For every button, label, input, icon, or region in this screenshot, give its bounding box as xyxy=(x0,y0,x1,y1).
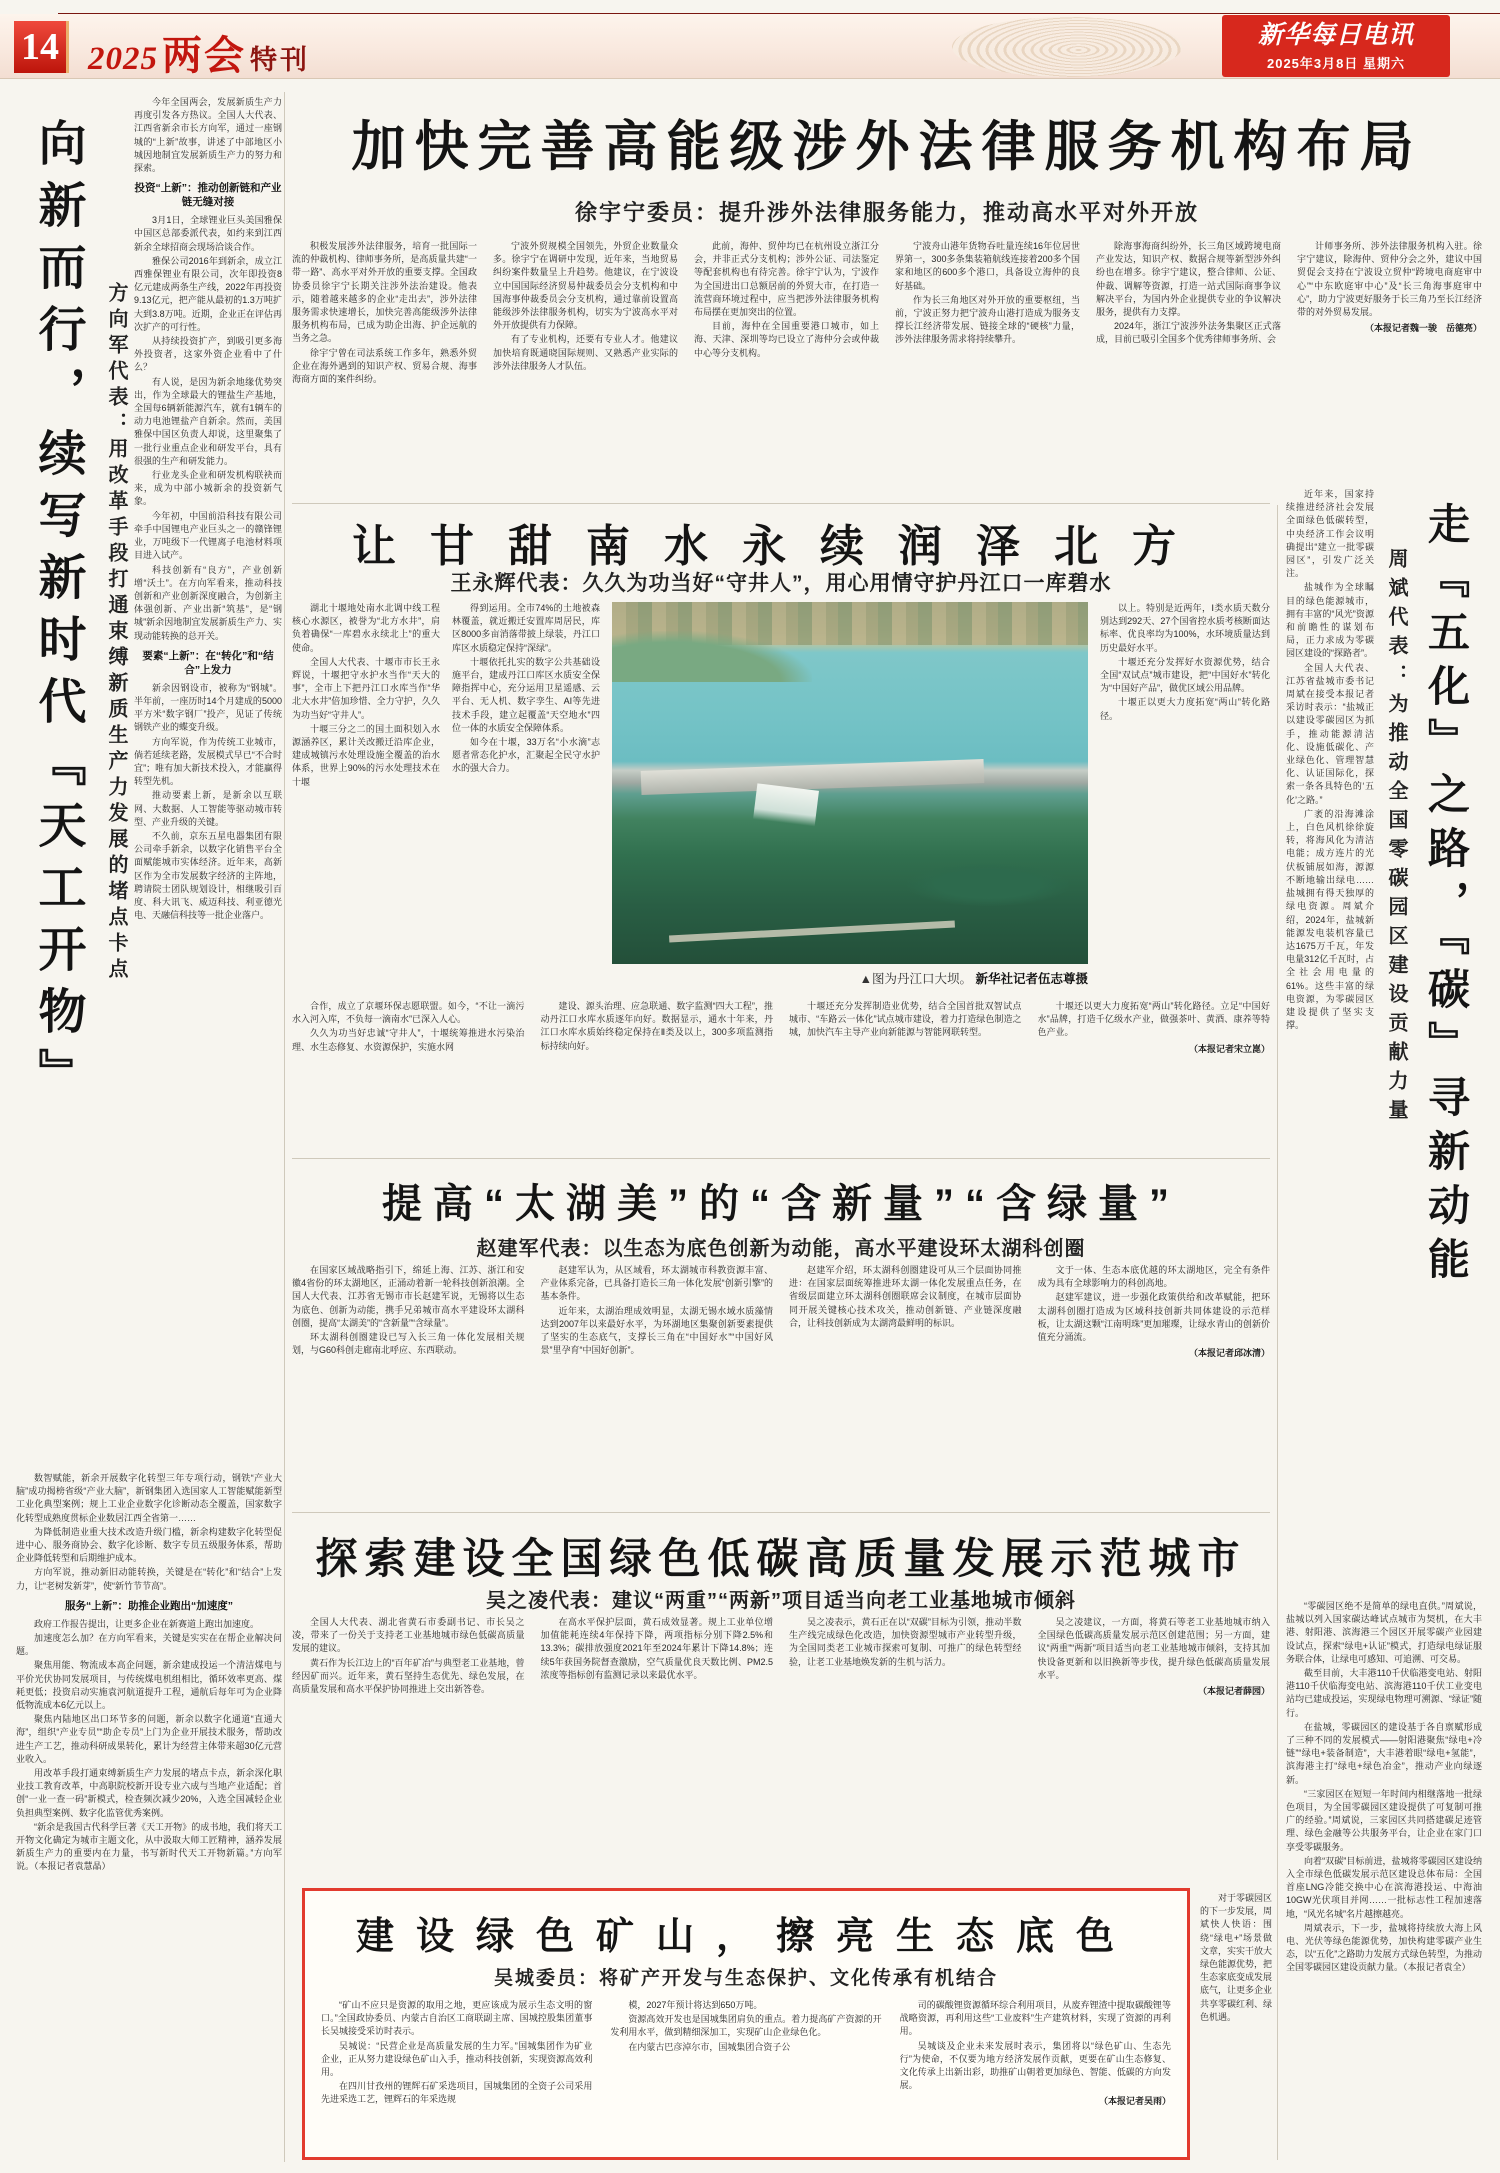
water-column-3 xyxy=(1100,602,1270,990)
paragraph: 近年来，国家持续推进经济社会发展全面绿色低碳转型，中央经济工作会议明确提出“建立一批零碳园区”，引发广泛关注。 xyxy=(1286,489,1374,579)
xiangxin-top-column xyxy=(134,96,282,1464)
photo-dam-structure xyxy=(640,759,983,794)
paragraph: 文于一体、生态本底优越的环太湖地区，完全有条件成为具有全球影响力的科创高地。 xyxy=(1037,1265,1270,1289)
paragraph: 方向军说，推动新旧动能转换，关键是在“转化”和“结合”上发力，让“老树发新芽”，使“新竹节节高”。 xyxy=(16,1567,282,1591)
paragraph: 十堰还充分发挥好水资源优势，结合全国“双试点”城市建设，把“中国好水”转化为“中国好产品”，做优区域公用品牌。 xyxy=(1100,656,1270,694)
text-column xyxy=(321,1999,592,2147)
header-swirl-icon xyxy=(952,17,1182,77)
paragraph: 作为长三角地区对外开放的重要枢纽，当前，宁波正努力把宁波舟山港打造成为服务支撑长江经济带发展、链接全球的“硬核”力量，涉外法律服务需求将持续攀升。 xyxy=(895,294,1080,345)
water-subtitle: 王永辉代表：久久为功当好“守井人”，用心用情守护丹江口一库碧水 xyxy=(450,572,1112,595)
paragraph: 有人说，是因为新余地缘优势突出，作为全球最大的锂盐生产基地，全国每6辆新能源汽车，就有1辆车的动力电池锂盐产自新余。然而，美国雅保中国区负责人却说，这里聚集了一批行业重点企业和研发平台，具有很强的生产和研发能力。 xyxy=(134,376,282,466)
water-column-2 xyxy=(452,602,600,990)
text-column xyxy=(493,240,678,494)
text-column xyxy=(1297,240,1482,494)
divider-right-rail xyxy=(1277,505,1278,2160)
sub-headline: 投资“上新”：推动创新链和产业链无缝对接 xyxy=(134,182,282,209)
paragraph: 雅保公司2016年到新余，成立江西雅保锂业有限公司，次年即投资8亿元建成两条生产线，2022年再投资9.13亿元，把产能从最初的1.3万吨扩大到3.8万吨。近期，企业正在评估再次扩产的可行性。 xyxy=(134,255,282,332)
paragraph: 周斌表示，下一步，盐城将持续放大海上风电、光伏等绿色能源优势，加快构建零碳产业生态，以“五化”之路助力发展方式绿色转型，为推动全国零碳园区建设贡献力量。（本报记者袁全） xyxy=(1286,1922,1482,1973)
masthead-date-text: 2025年3月8日 xyxy=(1266,56,1359,71)
paragraph: 吴城说：“民营企业是高质量发展的生力军。”国城集团作为矿业企业，正从努力建设绿色矿山入手，推动科技创新，实现资源高效利用。 xyxy=(321,2040,593,2078)
city-headline: 探索建设全国绿色低碳高质量发展示范城市 xyxy=(315,1535,1247,1582)
sub-headline: 服务“上新”：助推企业跑出“加速度” xyxy=(65,1599,233,1612)
text-column xyxy=(694,240,879,494)
paragraph: “零碳园区绝不是简单的绿电直供。”周斌说，盐城以列入国家碳达峰试点城市为契机，在大丰港、射阳港、滨海港三个园区开展零碳产业园建设试点，探索“绿电+认证”模式，打造绿电绿证服务联合体，让绿电可感知、可追溯、可交易。 xyxy=(1286,1601,1482,1664)
paragraph: 目前，海仲在全国重要港口城市，如上海、天津、深圳等均已设立了海仲分会或仲裁中心等分支机构。 xyxy=(694,321,879,358)
wuhua-rail-column xyxy=(1286,488,1374,1586)
paragraph: 赵建军建议，进一步强化政策供给和改革赋能，把环太湖科创圈打造成为区域科技创新共同体建设的示范样板，让太湖这颗“江南明珠”更加璀璨，让绿水青山的创新价值充分涌流。 xyxy=(1037,1292,1270,1343)
paragraph: 宁波外贸规模全国领先，外贸企业数量众多。徐宇宁在调研中发现，近年来，当地贸易纠纷案件数量呈上升趋势。他建议，在宁波设立中国国际经济贸易仲裁委员会分支机构和中国海事仲裁委员会分支机构，通过靠前设置高能级涉外法律服务机构，切实为宁波高水平对外开放提供有力保障。 xyxy=(493,241,678,331)
text-column xyxy=(789,1264,1022,1504)
article-mine xyxy=(302,1888,1190,2160)
paragraph: 广袤的沿海滩涂上，白色风机徐徐旋转，将海风化为清洁电能；成方连片的光伏板铺展如海，源源不断地输出绿电……盐城拥有得天独厚的绿电资源。周斌介绍，2024年，盐城新能源发电装机容量已达1675万千瓦，年发电量312亿千瓦时，占全社会用电量的61%。这些丰富的绿电资源，为零碳园区建设提供了坚实支撑。 xyxy=(1286,808,1374,1031)
xiangxin-vertical-headline: 向新而行，续写新时代『天工开物』 xyxy=(31,118,84,1110)
text-column xyxy=(900,1999,1171,2147)
text-column xyxy=(292,1616,525,1872)
paragraph: 推动要素上新，是新余以互联网、大数据、人工智能等驱动城市转型、产业升级的关键。 xyxy=(134,790,282,827)
paragraph: 行业龙头企业和研发机构联袂而来，成为中部小城新余的投资新气象。 xyxy=(134,470,282,507)
edition-year: 2025 xyxy=(88,41,158,77)
paragraph: 截至目前，大丰港110千伏临港变电站、射阳港110千伏临海变电站、滨海港110千伏工业变电站均已建成投运，实现绿电物理可溯源、“绿证”随行。 xyxy=(1286,1668,1482,1718)
paragraph: 宁波舟山港年货物吞吐量连续16年位居世界第一，300多条集装箱航线连接着200多个国家和地区的600多个港口，具备设立海仲的良好基础。 xyxy=(895,241,1080,291)
text-column xyxy=(541,1264,774,1504)
paragraph: 如今在十堰，33万名“小水滴”志愿者常态化护水，汇聚起全民守水护水的强大合力。 xyxy=(452,737,600,774)
paragraph: 得到运用。全市74%的土地被森林覆盖，就近搬迁安置库周居民，库区8000多亩消落带披上绿装，丹江口库区水质稳定保持“深绿”。 xyxy=(452,603,600,653)
paragraph: 十堰还以更大力度拓宽“两山”转化路径。立足“中国好水”品牌，打造千亿级水产业，做强茶叶、黄酒、康养等特色产业。 xyxy=(1037,1001,1270,1038)
photo-hill-area xyxy=(612,631,812,682)
paragraph: 方向军说，作为传统工业城市，倘若延续老路，发展模式早已“不合时宜”；唯有加大新技术投入，才能赢得转型先机。 xyxy=(134,736,282,787)
paragraph: 资源高效开发也是国城集团肩负的重点。着力提高矿产资源的开发利用水平，做到精细深加工，实现矿山企业绿色化。 xyxy=(610,2014,882,2038)
paragraph: 吴之凌建议，一方面，将黄石等老工业基地城市纳入全国绿色低碳高质量发展示范区创建范围；另一方面，建议“两重”“两新”项目适当向老工业基地城市倾斜，支持其加快设备更新和以旧换新等步伐，提升绿色低碳高质量发展水平。 xyxy=(1037,1617,1270,1680)
paragraph: 政府工作报告提出，让更多企业在新赛道上跑出加速度。 xyxy=(34,1618,260,1629)
paragraph: 对于零碳园区的下一步发展，周斌快人快语：围绕“绿电+”场景做文章，实实干放大绿色能源优势，把生态家底变成发展底气，让更多企业共享零碳红利、绿色机遇。 xyxy=(1200,1893,1272,2022)
paragraph: 十堰三分之二的国土面积划入水源涵养区，累计关改搬迁沿库企业，建成城镇污水处理设施全覆盖的治水体系，世界上90%的污水处理技术在十堰 xyxy=(292,723,440,787)
paragraph: 向着“双碳”目标前进，盐城将零碳园区建设纳入全市绿色低碳发展示范区建设总体布局：全国首座LNG冷能交换中心在滨海港投运、中海油10GW光伏项目并网……一批标志性工程加速落地，“风光名城”名片越擦越亮。 xyxy=(1286,1855,1482,1919)
paragraph: 十堰还充分发挥制造业优势，结合全国首批双智试点城市、“车路云一体化”试点城市建设，着力打造绿色制造之城，加快汽车主导产业向新能源与智能网联转型。 xyxy=(789,1001,1022,1038)
text-column xyxy=(292,1264,525,1504)
paragraph: 在内蒙古巴彦淖尔市，国城集团合资子公 xyxy=(628,2041,791,2052)
divider-taihu-city xyxy=(292,1512,1270,1513)
paragraph: 近年来，太湖治理成效明显，太湖无锡水域水质藻情达到2007年以来最好水平，为环湖地区集聚创新要素提供了坚实的生态底气，支撑长三角在“中国好水”“中国好风景”里孕育“中国好创新”。 xyxy=(540,1305,773,1356)
edition-suffix: 特刊 xyxy=(250,45,310,75)
xiangxin-bottom-block xyxy=(16,1472,282,2160)
paragraph: 今年全国两会，发展新质生产力再度引发各方热议。全国人大代表、江西省新余市长方向军，通过一座钢城的“上新”故事，讲述了中部地区小城因地制宜发展新质生产力的努力和探索。 xyxy=(134,97,282,174)
water-headline: 让甘甜南水永续润泽北方 xyxy=(352,522,1210,571)
text-column xyxy=(610,1999,881,2147)
paragraph: “三家园区在短短一年时间内相继落地一批绿色项目，为全国零碳园区建设提供了可复制可推广的经验。”周斌说，三家园区共同搭建碳足迹管理、绿色金融等公共服务平台，让企业在家门口享受零碳服务。 xyxy=(1286,1788,1482,1852)
masthead-box xyxy=(1222,15,1450,77)
paragraph: 环太湖科创圈建设已写入长三角一体化发展相关规划，与G60科创走廊南北呼应、东西联动。 xyxy=(292,1332,525,1356)
paragraph: 十堰依托扎实的数字公共基础设施平台，建成丹江口库区水质安全保障指挥中心，充分运用卫星遥感、云平台、无人机、数字孪生、AI等先进技术手段，建立起覆盖“天空地水”四位一体的水质安全保障体系。 xyxy=(452,656,600,733)
paragraph: 吴城谈及企业未来发展时表示，集团将以“绿色矿山、生态先行”为使命，不仅要为地方经济发展作贡献，更要在矿山生态修复、文化传承上出新出彩，助推矿山朝着更加绿色、智能、低碳的方向发展。 xyxy=(899,2040,1171,2091)
wuhua-vertical-headline: 走『五化』之路，『碳』寻新动能 xyxy=(1422,502,1468,1291)
water-column-1 xyxy=(292,602,440,990)
paragraph: 3月1日，全球锂业巨头美国雅保中国区总部委派代表，如约来到江西新余全球招商会现场洽谈合作。 xyxy=(134,215,282,252)
paragraph: 用改革手段打通束缚新质生产力发展的堵点卡点，新余深化职业技工教育改革，中高职院校新开设专业六成与当地产业适配；首创“一业一查一码”新模式，检查频次减少20%，入选全国减轻企业负担典型案例、数字化监管优秀案例。 xyxy=(16,1768,282,1818)
paragraph: 积极发展涉外法律服务，培育一批国际一流的仲裁机构、律师事务所，是高质量共建“一带一路”、高水平对外开放的重要支撑。全国政协委员徐宇宁长期关注涉外法治建设。他表示，随着越来越多的企业“走出去”，涉外法律服务需求快速增长，加快完善高能级涉外法律服务机构布局，已成为助企出海、护企远航的当务之急。 xyxy=(292,241,477,344)
xiangxin-vertical-subtitle: 方向军代表：用改革手段打通束缚新质生产力发展的堵点卡点 xyxy=(105,282,127,984)
divider-water-taihu xyxy=(292,1158,1270,1159)
text-column xyxy=(789,1000,1022,1150)
text-column xyxy=(1038,1616,1271,1872)
paragraph: 在国家区域战略指引下，绵延上海、江苏、浙江和安徽4省份的环太湖地区，正涌动着新一轮科技创新浪潮。全国人大代表、江苏省无锡市市长赵建军说，无锡将以生态为底色、创新为动能，携手兄弟城市高水平建设环太湖科创圈，提高“太湖美”的“含新量”“含绿量”。 xyxy=(292,1265,525,1328)
divider-left-column xyxy=(284,92,285,2162)
taihu-subtitle: 赵建军代表：以生态为底色创新为动能，高水平建设环太湖科创圈 xyxy=(476,1238,1086,1260)
paragraph: 全国人大代表、湖北省黄石市委副书记、市长吴之凌，带来了一份关于支持老工业基地城市绿色低碳高质量发展的建议。 xyxy=(292,1617,525,1654)
paragraph: 从持续投资扩产，到吸引更多海外投资者，这家外资企业看中了什么？ xyxy=(134,336,282,373)
danjiangkou-dam-photo xyxy=(612,602,1088,964)
text-column xyxy=(1096,240,1281,494)
city-subtitle: 吴之凌代表：建议“两重”“两新”项目适当向老工业基地城市倾斜 xyxy=(486,1590,1076,1612)
paragraph: 合作，成立了京堰环保志愿联盟。如今，“不让一滴污水入河入库，不负每一滴南水”已深入人心。 xyxy=(292,1001,525,1025)
paragraph: 全国人大代表、江苏省盐城市委书记周斌在接受本报记者采访时表示：“盐城正以建设零碳园区为抓手，推动能源清洁化、设施低碳化、产业绿色化、管理智慧化、认证国际化，探索一条各具特色的‘五化’之路。” xyxy=(1286,662,1374,805)
mine-body xyxy=(321,1999,1171,2147)
photo-credit: 新华社记者伍志尊摄 xyxy=(975,972,1088,986)
paragraph: 徐宇宁曾在司法系统工作多年，熟悉外贸企业在海外遇到的知识产权、贸易合规、海事海商方面的案件纠纷。 xyxy=(292,347,477,385)
taihu-headline: 提高“太湖美”的“含新量”“含绿量” xyxy=(382,1182,1180,1226)
text-column xyxy=(292,240,477,494)
wuhua-vertical-subtitle: 周斌代表：为推动全国零碳园区建设贡献力量 xyxy=(1385,548,1407,1128)
paragraph: 有了专业机构，还要有专业人才。他建议加快培育既通晓国际规则、又熟悉产业实际的涉外法律服务人才队伍。 xyxy=(493,334,678,371)
text-column xyxy=(1038,1264,1271,1504)
paragraph: 聚焦内陆地区出口环节多的问题，新余以数字化通道“直通大海”，组织“产业专员”“助企专员”上门为企业开展技术服务，帮助改进生产工艺，推动科研成果转化，累计为经营主体带来超30亿元营业收入。 xyxy=(16,1714,282,1764)
water-row2 xyxy=(292,1000,1270,1150)
text-column xyxy=(541,1000,774,1150)
byline: （本报记者邱冰清） xyxy=(1188,1348,1270,1359)
paragraph: 聚焦用能、物流成本高企问题，新余建成投运一个清洁煤电与平价光伏协同发展项目，与传统煤电机组相比，循环效率更高、煤耗更低；投资启动实施袁河航道提升工程，通航后每年可为企业降低物流成本6亿元以上。 xyxy=(16,1660,282,1711)
paragraph: 十堰正以更大力度拓宽“两山”转化路径。 xyxy=(1100,697,1270,721)
divider-legal-water xyxy=(292,503,1270,504)
text-column xyxy=(292,1000,525,1150)
text-column xyxy=(895,240,1080,494)
paragraph: 久久为功当好忠诚“守井人”，十堰统筹推进水污染治理、水生态修复、水资源保护，实施水网 xyxy=(292,1028,525,1052)
paragraph: 模，2027年预计将达到650万吨。 xyxy=(628,2000,763,2010)
legal-body xyxy=(292,240,1482,494)
paragraph: 全国人大代表、十堰市市长王永辉说，十堰把守水护水当作“天大的事”，全市上下把丹江口水库当作“华北大水井”倍加珍惜、全力守护，久久为功当好“守井人”。 xyxy=(292,656,440,720)
paragraph: 以上。特别是近两年，Ⅰ类水质天数分别达到292天、27个国省控水质考核断面达标率、优良率均为100%，水环境质量达到历史最好水平。 xyxy=(1100,603,1270,653)
mine-headline: 建设绿色矿山，擦亮生态底色 xyxy=(355,1916,1136,1958)
masthead-logo: 新华每日电讯 xyxy=(1257,22,1414,49)
photo-road xyxy=(669,920,955,942)
paragraph: 在高水平保护层面，黄石成效显著。规上工业单位增加值能耗连续4年保持下降，两项指标分别下降2.5%和13.3%；碳排放强度2021年至2024年累计下降14.8%；连续5年获国务院督查激励，空气质量优良天数比例、PM2.5浓度等指标创有监测记录以来最优水平。 xyxy=(540,1617,773,1680)
paragraph: 赵建军认为，从区域看，环太湖城市科教资源丰富、产业体系完备，已具备打造长三角一体化发展“创新引擎”的基本条件。 xyxy=(540,1265,773,1302)
paragraph: 黄石作为长江边上的“百年矿冶”与典型老工业基地，曾经因矿而兴。近年来，黄石坚持生态优先、绿色发展，在高质量发展和高水平保护协同推进上交出新答卷。 xyxy=(292,1657,525,1695)
page-number-badge xyxy=(14,21,69,73)
legal-subtitle: 徐宇宁委员：提升涉外法律服务能力，推动高水平对外开放 xyxy=(574,200,1199,225)
paragraph: 加速度怎么加？在方向军看来，关键是实实在在帮企业解决问题。 xyxy=(16,1633,282,1657)
photo-spillway xyxy=(753,783,819,826)
paragraph: 此前，海仲、贸仲均已在杭州设立浙江分会，并非正式分支机构；涉外公证、司法鉴定等配套机构也有待完善。徐宇宁认为，宁波作为全国进出口总额居前的外贸大市，在打造一流营商环境过程中，应当把涉外法律服务机构布局摆在更加突出的位置。 xyxy=(694,241,879,318)
paragraph: 在盐城，零碳园区的建设基于各自禀赋形成了三种不同的发展模式——射阳港聚焦“绿电+冷链”“绿电+装备制造”，大丰港着眼“绿电+氢能”，滨海港主打“绿电+绿色冶金”，推动产业向绿逐新。 xyxy=(1286,1721,1482,1785)
byline: （本报记者吴雨） xyxy=(1098,2096,1171,2107)
paragraph: 除海事海商纠纷外，长三角区域跨境电商产业发达，知识产权、数据合规等新型涉外纠纷也在增多。徐宇宁建议，整合律师、公证、仲裁、调解等资源，打造一站式国际商事争议解决平台，为国内外企业提供专业的争议解决服务，提供有力支撑。 xyxy=(1096,241,1281,318)
paragraph: “矿山不应只是资源的取用之地，更应该成为展示生态文明的窗口。”全国政协委员、内蒙古自治区工商联副主席、国城控股集团董事长吴城接受采访时表示。 xyxy=(321,2000,593,2037)
paragraph: 2024年，浙江宁波涉外法务集聚区正式落成，目前已吸引全国多个优秀律师事务所、会 xyxy=(1096,321,1281,345)
page-number: 14 xyxy=(21,26,59,68)
byline: （本报记者魏一骏 岳德亮） xyxy=(1364,323,1482,334)
text-column xyxy=(1038,1000,1271,1150)
paragraph: 吴之凌表示，黄石正在以“双碳”目标为引领，推动半数生产线完成绿色化改造，加快资源型城市产业转型升级，为全国同类老工业城市探索可复制、可推广的绿色转型经验，让老工业基地焕发新的生机与活力。 xyxy=(789,1617,1022,1667)
paragraph: 计师事务所、涉外法律服务机构入驻。徐宇宁建议，除海仲、贸仲分会之外，建议中国贸促会支持在宁波设立贸仲“跨境电商庭审中心”“中东欧庭审中心”及“长三角海事庭审中心”，助力宁波更好服务于长三角乃至长江经济带的对外贸易发展。 xyxy=(1297,241,1482,318)
text-column xyxy=(789,1616,1022,1872)
sub-headline: 要素“上新”：在“转化”和“结合”上发力 xyxy=(142,649,274,676)
photo-caption xyxy=(612,969,1088,987)
masthead-date xyxy=(1222,53,1450,72)
paragraph: 在四川甘孜州的锂辉石矿采选项目，国城集团的全资子公司采用先进采选工艺，锂辉石的年采选规 xyxy=(321,2081,593,2105)
taihu-body xyxy=(292,1264,1270,1504)
byline: （本报记者薛园） xyxy=(1197,1686,1270,1697)
paragraph: 司的碳酸锂资源循环综合利用项目，从废弃锂渣中提取碳酸锂等战略资源，再利用这些“工业废料”生产建筑材料，实现了资源的再利用。 xyxy=(899,2000,1171,2037)
byline: （本报记者宋立崑） xyxy=(1188,1043,1270,1054)
paragraph: 赵建军介绍，环太湖科创圈建设可从三个层面协同推进：在国家层面统筹推进环太湖一体化发展重点任务，在省级层面建立环太湖科创圈联席会议制度，在城市层面协同开展关键核心技术攻关，推动创新链、产业链深度融合，让科技创新成为太湖湾最鲜明的标识。 xyxy=(789,1265,1022,1328)
legal-headline: 加快完善高能级涉外法律服务机构布局 xyxy=(351,117,1423,177)
paragraph: 湖北十堰地处南水北调中线工程核心水源区，被誉为“北方水井”，肩负着确保“一库碧水永续北上”的重大使命。 xyxy=(292,603,440,653)
paragraph: 不久前，京东五星电器集团有限公司牵手新余，以数字化销售平台全面赋能城市实体经济。近年来，高新区作为全市发展数字经济的主阵地，聘请院士团队规划设计，相继吸引百度、科大讯飞、威迈科技、利亚德光电、天融信科技等一批企业落户。 xyxy=(134,830,282,921)
paragraph: 建设、源头治理、应急联通、数字监测“四大工程”，推动丹江口水库水质逐年向好。数据显示，通水十年来，丹江口水库水质始终稳定保持在Ⅱ类及以上，300多项监测指标持续向好。 xyxy=(540,1001,773,1051)
edition-name: 两会 xyxy=(162,33,246,78)
paragraph: 科技创新有“良方”，产业创新增“沃土”。在方向军看来，推动科技创新和产业创新深度融合，为创新主体强创新、产业出新“筑基”，是“钢城”新余因地制宜发展新质生产力、实现动能转换的总开关。 xyxy=(134,564,282,641)
water-row1 xyxy=(292,602,1270,990)
text-column xyxy=(541,1616,774,1872)
paragraph: 为降低制造业重大技术改造升级门槛，新余构建数字化转型促进中心、服务商协会、数字化诊断、数字专员五级服务体系，帮助企业降低转型和后期维护成本。 xyxy=(16,1526,282,1564)
paragraph: 数智赋能，新余开展数字化转型三年专项行动，钢铁“产业大脑”成功揭榜省级“产业大脑”，新钢集团入选国家人工智能赋能新型工业化典型案例；规上工业企业数字化诊断动态全覆盖，国家数字化转型成熟度贯标企业数居江西全省第一…… xyxy=(16,1473,282,1523)
water-photo-block xyxy=(612,602,1088,990)
edition-title xyxy=(88,24,310,81)
paragraph: 盐城作为全球瞩目的绿色能源城市，拥有丰富的“风光”资源和前瞻性的谋划布局，正力求成为零碳园区建设的“探路者”。 xyxy=(1286,582,1374,659)
paragraph: “新余是我国古代科学巨著《天工开物》的成书地，我们将天工开物文化确定为城市主题文化，从中汲取大师工匠精神，涵养发展新质生产力的重要内在力量，书写新时代天工开物新篇。”方向军说。（本报记者袁慧晶） xyxy=(16,1821,282,1872)
mine-subtitle: 吴城委员：将矿产开发与生态保护、文化传承有机结合 xyxy=(493,1968,998,1989)
paragraph: 今年初，中国前沿科技有限公司牵手中国锂电产业巨头之一的赣锋锂业，万吨级下一代锂离子电池材料项目进入试产。 xyxy=(134,510,282,561)
masthead-weekday: 星期六 xyxy=(1363,56,1406,71)
wuhua-side-column xyxy=(1200,1892,1272,2160)
city-body xyxy=(292,1616,1270,1872)
paragraph: 新余因钢设市，被称为“钢城”。半年前，一座历时14个月建成的5000平方米“数字钢厂”投产，见证了传统钢铁产业的蝶变升级。 xyxy=(134,682,282,733)
wuhua-bottom-block xyxy=(1286,1600,1482,2160)
photo-shore xyxy=(907,863,1069,906)
photo-caption-text: ▲图为丹江口大坝。 xyxy=(859,972,972,986)
